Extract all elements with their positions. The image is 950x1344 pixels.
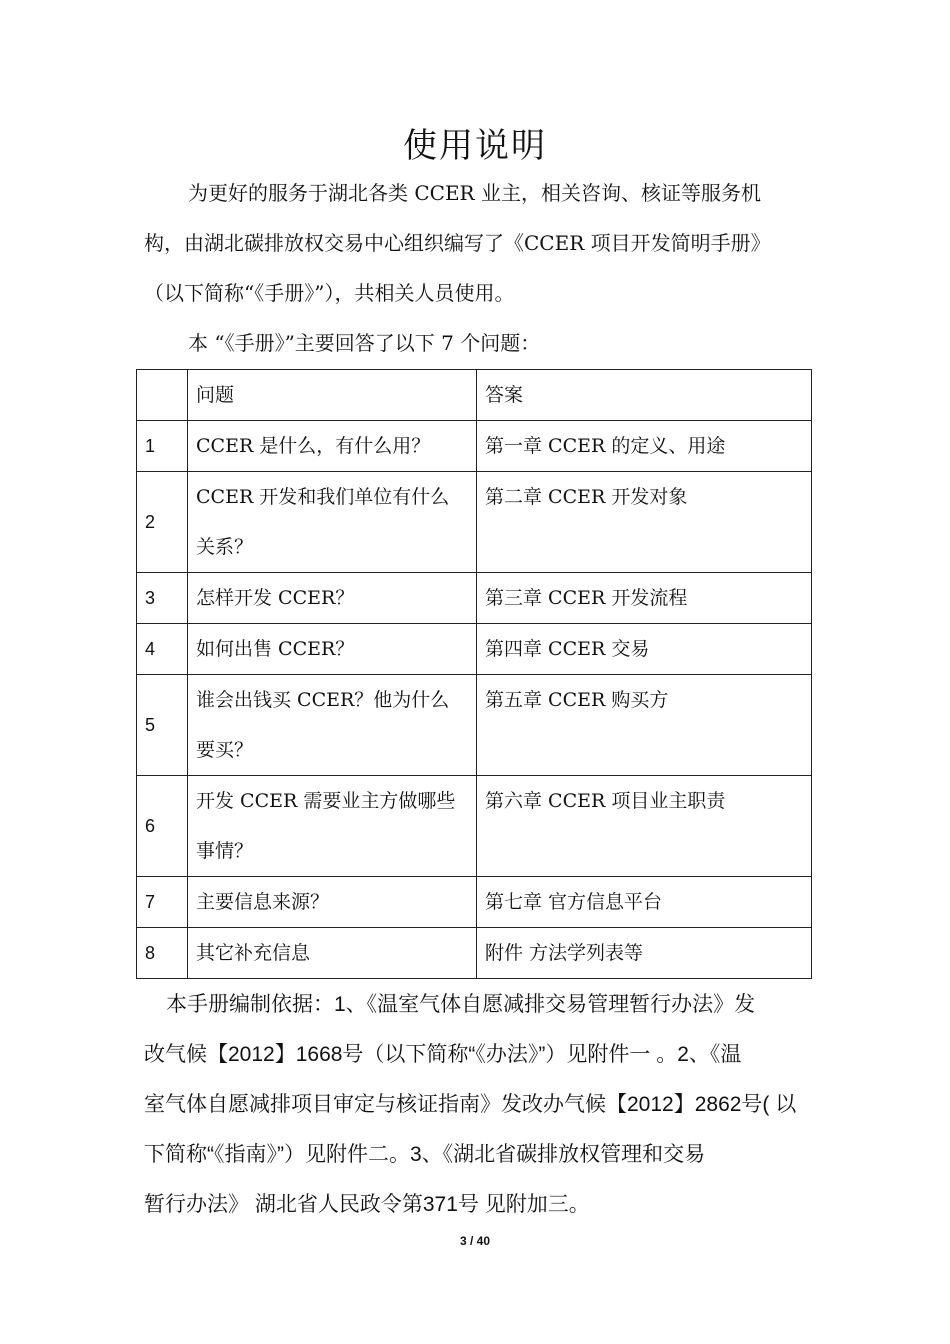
table-row bbox=[137, 573, 812, 624]
row-num: 8 bbox=[137, 928, 188, 979]
page-title: 使用说明 bbox=[403, 126, 547, 166]
row-question: 开发 CCER 需要业主方做哪些事情？ bbox=[188, 776, 477, 877]
row-question: 如何出售 CCER？ bbox=[188, 624, 477, 675]
table-row bbox=[137, 421, 812, 472]
intro-line-1: 为更好的服务于湖北各类 CCER 业主，相关咨询、核证等服务机 bbox=[188, 181, 761, 205]
row-num: 6 bbox=[137, 776, 188, 877]
row-question: 其它补充信息 bbox=[188, 928, 477, 979]
row-question: 谁会出钱买 CCER？他为什么要买？ bbox=[188, 675, 477, 776]
basis-line-2: 改气候【2012】1668号（以下简称“《办法》”）见附件一 。2、《温 bbox=[144, 1043, 742, 1066]
header-num-cell bbox=[137, 370, 188, 421]
basis-line-4: 下简称“《指南》”）见附件二。3、《湖北省碳排放权管理和交易 bbox=[144, 1143, 706, 1166]
page-number: 3 / 40 bbox=[459, 1234, 491, 1248]
row-num: 5 bbox=[137, 675, 188, 776]
table-header-row bbox=[137, 370, 812, 421]
row-question: CCER 开发和我们单位有什么关系？ bbox=[188, 472, 477, 573]
table-row bbox=[137, 675, 812, 776]
row-answer: 第七章 官方信息平台 bbox=[477, 877, 812, 928]
row-answer: 第六章 CCER 项目业主职责 bbox=[477, 776, 812, 877]
row-answer: 第四章 CCER 交易 bbox=[477, 624, 812, 675]
table-row bbox=[137, 472, 812, 573]
row-num: 1 bbox=[137, 421, 188, 472]
row-answer: 第一章 CCER 的定义、用途 bbox=[477, 421, 812, 472]
lead-sentence: 本 “《手册》”主要回答了以下 7 个问题： bbox=[188, 331, 541, 355]
row-num: 4 bbox=[137, 624, 188, 675]
row-question: CCER 是什么，有什么用？ bbox=[188, 421, 477, 472]
row-num: 7 bbox=[137, 877, 188, 928]
table-row bbox=[137, 624, 812, 675]
intro-line-2: 构，由湖北碳排放权交易中心组织编写了《CCER 项目开发简明手册》 bbox=[144, 231, 771, 255]
intro-line-3: （以下简称“《手册》”），共相关人员使用。 bbox=[144, 281, 515, 305]
basis-paragraph bbox=[144, 980, 812, 1230]
row-question: 主要信息来源？ bbox=[188, 877, 477, 928]
table-row bbox=[137, 928, 812, 979]
header-question-cell: 问题 bbox=[188, 370, 477, 421]
header-answer-cell: 答案 bbox=[477, 370, 812, 421]
row-answer: 第五章 CCER 购买方 bbox=[477, 675, 812, 776]
row-answer: 第三章 CCER 开发流程 bbox=[477, 573, 812, 624]
basis-line-1: 本手册编制依据：1、《温室气体自愿减排交易管理暂行办法》发 bbox=[166, 993, 756, 1016]
intro-paragraph bbox=[144, 168, 812, 318]
qa-table bbox=[136, 369, 812, 979]
row-num: 2 bbox=[137, 472, 188, 573]
table-row bbox=[137, 877, 812, 928]
row-answer: 附件 方法学列表等 bbox=[477, 928, 812, 979]
row-num: 3 bbox=[137, 573, 188, 624]
row-answer: 第二章 CCER 开发对象 bbox=[477, 472, 812, 573]
basis-line-5: 暂行办法》 湖北省人民政令第371号 见附加三。 bbox=[144, 1193, 590, 1216]
table-row bbox=[137, 776, 812, 877]
basis-line-3: 室气体自愿减排项目审定与核证指南》发改办气候【2012】2862号( 以 bbox=[144, 1093, 797, 1116]
row-question: 怎样开发 CCER？ bbox=[188, 573, 477, 624]
